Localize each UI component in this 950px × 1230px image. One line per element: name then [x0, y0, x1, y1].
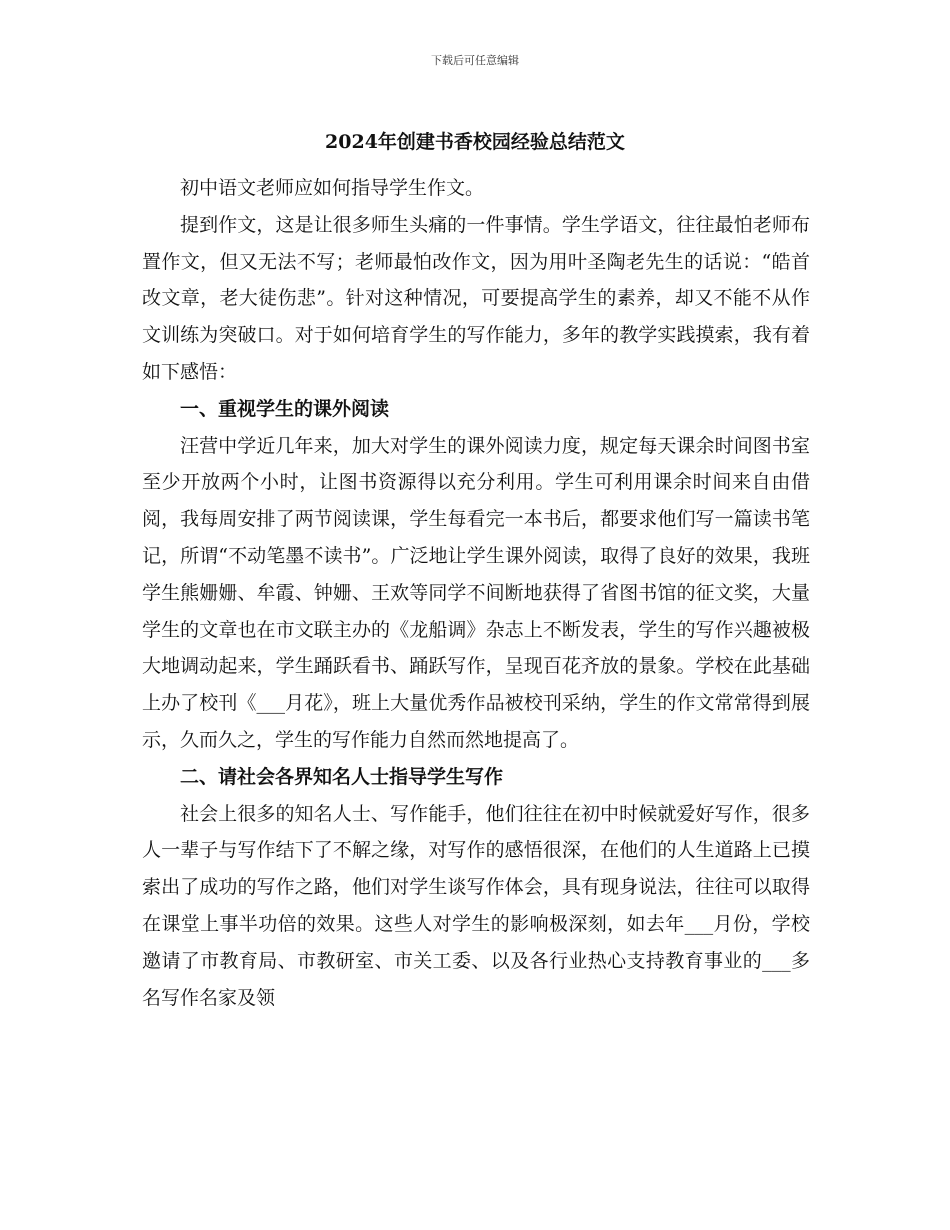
- paragraph: 汪营中学近几年来，加大对学生的课外阅读力度，规定每天课余时间图书室至少开放两个小时，让图书资源得以充分利用。学生可利用课余时间来自由借阅，我每周安排了两节阅读课，学生每看完一本书后，都要求他们写一篇读书笔记，所谓“不动笔墨不读书”。广泛地让学生课外阅读，取得了良好的效果，我班学生熊姗姗、牟霞、钟姗、王欢等同学不间断地获得了省图书馆的征文奖，大量学生的文章也在市文联主办的《龙船调》杂志上不断发表，学生的写作兴趣被极大地调动起来，学生踊跃看书、踊跃写作，呈现百花齐放的景象。学校在此基础上办了校刊《___月花》，班上大量优秀作品被校刊采纳，学生的作文常常得到展示，久而久之，学生的写作能力自然而然地提高了。: [142, 434, 810, 751]
- paragraph: 社会上很多的知名人士、写作能手，他们往往在初中时候就爱好写作，很多人一辈子与写作结下了不解之缘，对写作的感悟很深，在他们的人生道路上已摸索出了成功的写作之路，他们对学生谈写作体会，具有现身说法，往往可以取得在课堂上事半功倍的效果。这些人对学生的影响极深刻，如去年___月份，学校邀请了市教育局、市教研室、市关工委、以及各行业热心支持教育事业的___多名写作名家及领: [142, 802, 810, 1009]
- page-header: 下载后可任意编辑: [431, 54, 519, 67]
- document-title: 2024年创建书香校园经验总结范文: [325, 131, 625, 153]
- paragraph: 提到作文，这是让很多师生头痛的一件事情。学生学语文，往往最怕老师布置作文，但又无法不写；老师最怕改作文，因为用叶圣陶老先生的话说：“皓首改文章，老大徒伤悲”。针对这种情况，可要提高学生的素养，却又不能不从作文训练为突破口。对于如何培育学生的写作能力，多年的教学实践摸索，我有着如下感悟：: [142, 213, 810, 383]
- section-heading: 二、请社会各界知名人士指导学生写作: [180, 765, 504, 788]
- document-body: [142, 170, 810, 1016]
- paragraph: 初中语文老师应如何指导学生作文。: [180, 177, 485, 199]
- section-heading: 一、重视学生的课外阅读: [180, 397, 390, 420]
